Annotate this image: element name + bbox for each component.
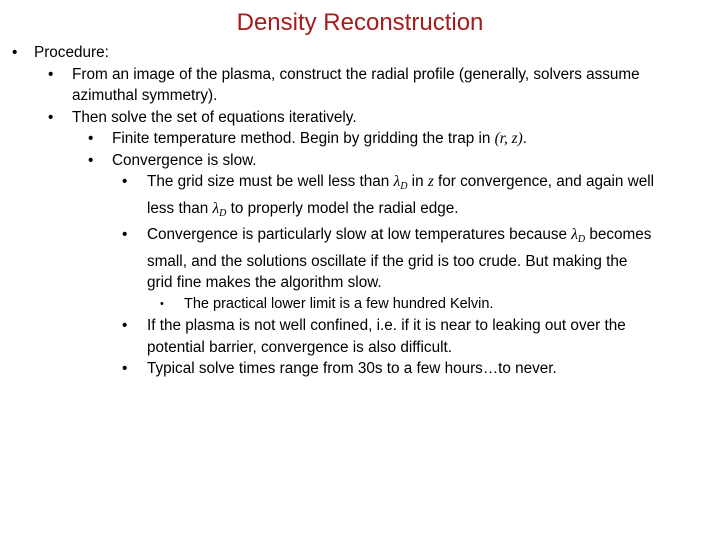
bullet-dot: • [88,151,94,169]
bullet-item-level-4 [0,171,720,224]
bullet-text-line: Convergence is slow. [112,151,257,169]
math-symbol: (r, z) [494,130,523,147]
slide-title: Density Reconstruction [236,9,484,36]
bullet-text-line: If the plasma is not well confined, i.e. if it is near to leaking out over the [147,317,626,334]
bullet-text-line: Convergence is particularly slow at low temperatures because $\lambda_D$ becomes [147,226,652,245]
bullet-item-level-3 [0,128,720,150]
bullet-text-line: The practical lower limit is a few hundred Kelvin. [184,295,494,312]
bullet-text-line: grid fine makes the algorithm slow. [147,274,382,291]
bullet-text-line: Then solve the set of equations iteratively. [72,108,357,126]
bullet-item-level-4 [0,358,720,380]
bullet-dot: • [122,173,128,190]
bullet-dot: • [160,297,164,310]
bullet-text-line: Procedure: [34,44,109,61]
bullet-text-line: The grid size must be well less than $\lambda_D$ in z for convergence, and again well [147,173,655,192]
bullet-dot: • [122,360,128,377]
bullet-item-level-2 [0,107,720,129]
bullet-text-line: Finite temperature method. Begin by gridding the trap in (r, z). [112,130,527,147]
bullet-item-level-4 [0,315,720,358]
bullet-text-line: potential barrier, convergence is also difficult. [147,338,452,356]
bullet-text-line: Typical solve times range from 30s to a few hours…to never. [147,360,557,377]
bullet-item-level-4 [0,224,720,294]
bullet-dot: • [122,226,128,243]
bullet-text-line: less than $\lambda_D$ to properly model the radial edge. [147,199,459,219]
bullet-list [0,42,720,380]
bullet-item-level-2 [0,64,720,107]
bullet-text-line: From an image of the plasma, construct the radial profile (generally, solvers assume [72,65,640,83]
bullet-item-level-3 [0,150,720,172]
bullet-text-line: small, and the solutions oscillate if the grid is too crude. But making the [147,252,628,270]
math-symbol: z [427,173,434,190]
bullet-dot: • [12,44,18,61]
bullet-item-level-5 [0,294,720,316]
bullet-text-line: azimuthal symmetry). [72,87,218,104]
math-symbol: $\lambda_D$ [571,226,586,245]
bullet-item-level-1 [0,42,720,64]
bullet-dot: • [48,108,54,126]
bullet-dot: • [122,317,128,334]
bullet-dot: • [88,130,94,147]
math-symbol: $\lambda_D$ [212,199,227,219]
bullet-dot: • [48,65,54,83]
math-symbol: $\lambda_D$ [393,173,408,192]
